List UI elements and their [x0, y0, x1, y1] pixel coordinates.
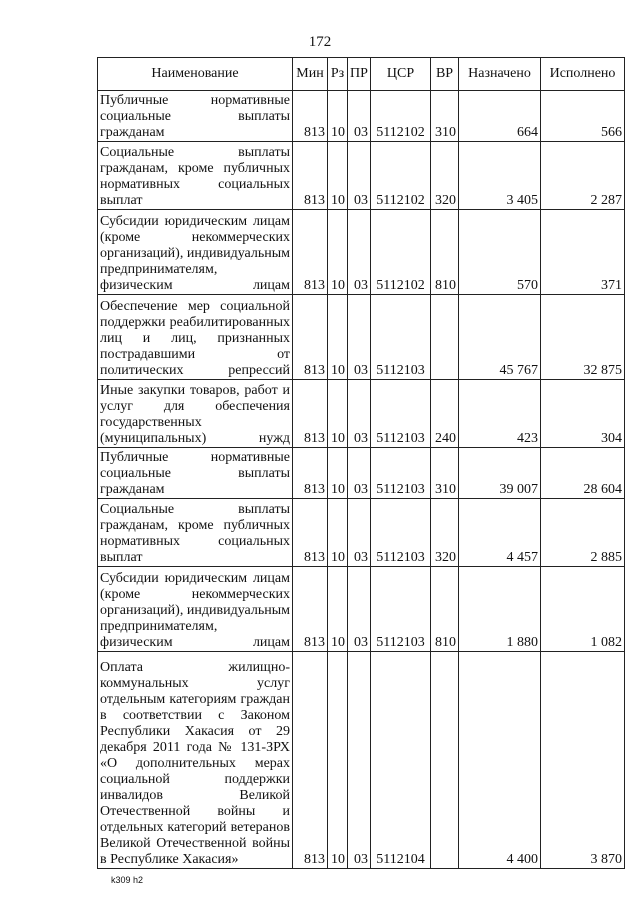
row-name: Социальные выплаты гражданам, кроме публичных нормативных социальных выплат: [98, 142, 293, 210]
row-csr: 5112102: [371, 210, 431, 295]
row-rz: 10: [328, 142, 348, 210]
header-csr: ЦСР: [371, 58, 431, 91]
row-min: 813: [293, 142, 328, 210]
row-executed: 566: [541, 91, 625, 142]
row-rz: 10: [328, 652, 348, 869]
table-row: [98, 142, 625, 210]
header-min: Мин: [293, 58, 328, 91]
row-rz: 10: [328, 448, 348, 499]
row-vr: 810: [431, 210, 459, 295]
row-name: Иные закупки товаров, работ и услуг для обеспечения государственных (муниципальных) нужд: [98, 380, 293, 448]
row-assigned: 45 767: [459, 295, 541, 380]
row-name: Субсидии юридическим лицам (кроме некоммерческих организаций), индивидуальным предпринимателям, физическим лицам: [98, 210, 293, 295]
row-csr: 5112103: [371, 499, 431, 567]
row-assigned: 570: [459, 210, 541, 295]
row-executed: 371: [541, 210, 625, 295]
header-rz: Рз: [328, 58, 348, 91]
row-vr: 320: [431, 499, 459, 567]
row-pr: 03: [348, 448, 371, 499]
row-min: 813: [293, 380, 328, 448]
row-rz: 10: [328, 210, 348, 295]
row-min: 813: [293, 448, 328, 499]
row-csr: 5112103: [371, 295, 431, 380]
footer-code: k309 h2: [111, 875, 144, 885]
row-min: 813: [293, 91, 328, 142]
row-pr: 03: [348, 567, 371, 652]
row-executed: 28 604: [541, 448, 625, 499]
row-name: Публичные нормативные социальные выплаты гражданам: [98, 91, 293, 142]
row-csr: 5112103: [371, 448, 431, 499]
row-vr: [431, 295, 459, 380]
table-header-row: [98, 58, 625, 91]
table-row: [98, 91, 625, 142]
row-assigned: 4 457: [459, 499, 541, 567]
row-vr: 310: [431, 448, 459, 499]
table-row: [98, 295, 625, 380]
row-assigned: 39 007: [459, 448, 541, 499]
row-pr: 03: [348, 295, 371, 380]
row-executed: 2 287: [541, 142, 625, 210]
row-min: 813: [293, 652, 328, 869]
header-name: Наименование: [98, 58, 293, 91]
row-pr: 03: [348, 499, 371, 567]
row-assigned: 423: [459, 380, 541, 448]
row-name: Социальные выплаты гражданам, кроме публичных нормативных социальных выплат: [98, 499, 293, 567]
row-executed: 304: [541, 380, 625, 448]
row-min: 813: [293, 499, 328, 567]
table-row: [98, 448, 625, 499]
row-assigned: 3 405: [459, 142, 541, 210]
table-row: [98, 210, 625, 295]
row-executed: 3 870: [541, 652, 625, 869]
row-csr: 5112102: [371, 142, 431, 210]
row-name: Оплата жилищно-коммунальных услуг отдельным категориям граждан в соответствии с Законом Республики Хакасия от 29 декабря 2011 года № 131-ЗРХ «О дополнительных мерах социальной поддержки инвалидов Великой Отечественной войны и отдельных категорий ветеранов Великой Отечественной войны в Республике Хакасия»: [98, 652, 293, 869]
row-pr: 03: [348, 652, 371, 869]
row-vr: 310: [431, 91, 459, 142]
header-executed: Исполнено: [541, 58, 625, 91]
row-executed: 2 885: [541, 499, 625, 567]
row-min: 813: [293, 210, 328, 295]
row-vr: [431, 652, 459, 869]
row-csr: 5112104: [371, 652, 431, 869]
row-pr: 03: [348, 91, 371, 142]
row-executed: 1 082: [541, 567, 625, 652]
header-assigned: Назначено: [459, 58, 541, 91]
row-csr: 5112102: [371, 91, 431, 142]
row-assigned: 664: [459, 91, 541, 142]
row-rz: 10: [328, 499, 348, 567]
row-min: 813: [293, 295, 328, 380]
row-rz: 10: [328, 567, 348, 652]
row-pr: 03: [348, 210, 371, 295]
header-vr: ВР: [431, 58, 459, 91]
row-vr: 240: [431, 380, 459, 448]
table-row: [98, 652, 625, 869]
page-number: 172: [308, 34, 332, 50]
table-row: [98, 499, 625, 567]
row-rz: 10: [328, 295, 348, 380]
table-body: [98, 91, 625, 869]
row-name: Публичные нормативные социальные выплаты гражданам: [98, 448, 293, 499]
row-assigned: 4 400: [459, 652, 541, 869]
row-assigned: 1 880: [459, 567, 541, 652]
table-row: [98, 567, 625, 652]
header-pr: ПР: [348, 58, 371, 91]
row-csr: 5112103: [371, 567, 431, 652]
row-pr: 03: [348, 380, 371, 448]
row-rz: 10: [328, 91, 348, 142]
row-csr: 5112103: [371, 380, 431, 448]
row-rz: 10: [328, 380, 348, 448]
row-vr: 320: [431, 142, 459, 210]
row-executed: 32 875: [541, 295, 625, 380]
row-name: Субсидии юридическим лицам (кроме некоммерческих организаций), индивидуальным предпринимателям, физическим лицам: [98, 567, 293, 652]
budget-table: [97, 57, 625, 869]
row-name: Обеспечение мер социальной поддержки реабилитированных лиц и лиц, признанных пострадавшими от политических репрессий: [98, 295, 293, 380]
row-min: 813: [293, 567, 328, 652]
table-row: [98, 380, 625, 448]
row-vr: 810: [431, 567, 459, 652]
row-pr: 03: [348, 142, 371, 210]
